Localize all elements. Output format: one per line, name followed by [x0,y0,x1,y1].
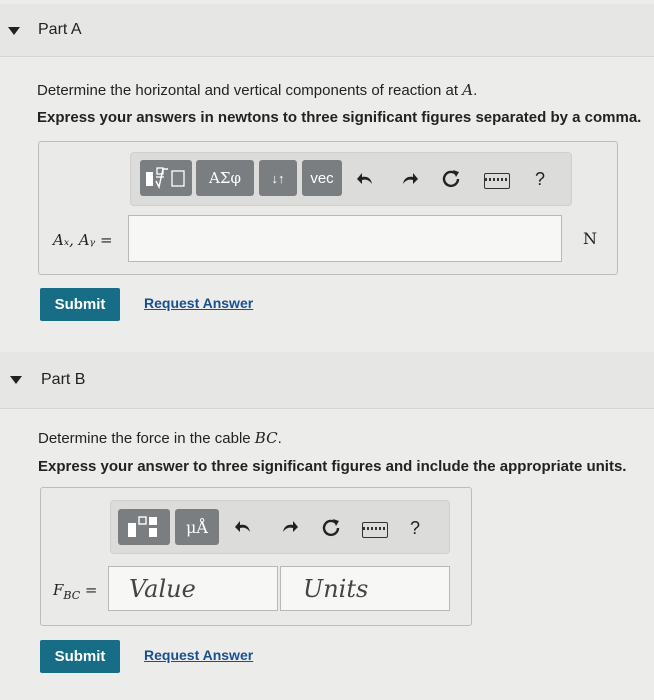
undo-icon[interactable] [233,516,255,538]
template-button[interactable] [140,160,192,196]
part-a-input-label: Aₓ, Aᵧ = [53,231,113,249]
greek-symbols-button[interactable]: ΑΣφ [196,160,254,196]
force-subscript: BC [63,589,81,602]
subscript-superscript-button[interactable]: ↓↑ [259,160,297,196]
part-a-question-text: Determine the horizontal and vertical components of reaction at [37,82,463,99]
help-button[interactable]: ? [535,169,546,189]
value-input[interactable] [108,566,278,611]
units-input[interactable] [280,566,450,611]
part-b-request-answer-link[interactable]: Request Answer [144,647,254,663]
redo-icon[interactable] [278,516,300,538]
help-button[interactable]: ? [410,518,421,538]
part-b-title[interactable]: Part B [41,371,86,388]
part-b-instruction: Express your answer to three significant figures and include the appropriate units. [38,458,627,475]
fraction-template-icon [125,514,163,540]
part-a-instruction: Express your answers in newtons to three significant figures separated by a comma. [37,109,642,126]
part-a-question [37,81,477,99]
redo-icon[interactable] [398,168,420,190]
part-b-input-label [53,581,97,602]
part-b-submit-button[interactable]: Submit [40,640,120,673]
part-b-collapse-icon[interactable] [10,376,22,384]
keyboard-icon[interactable] [362,522,388,538]
part-b-cable-label: BC [254,429,278,447]
reset-icon[interactable] [440,167,462,189]
part-a-question-end: . [473,82,478,99]
part-a-answer-input[interactable] [128,215,562,262]
keyboard-icon[interactable] [484,173,510,189]
reset-icon[interactable] [320,516,342,538]
undo-icon[interactable] [355,168,377,190]
part-b-header[interactable] [0,352,654,409]
vec-button[interactable]: vec [302,160,342,196]
units-symbols-button[interactable]: μÅ [175,509,219,545]
units-placeholder: Units [303,574,369,603]
part-a-collapse-icon[interactable] [8,27,20,35]
part-a-header[interactable] [0,4,654,57]
force-symbol: F [53,581,64,599]
part-a-request-answer-link[interactable]: Request Answer [144,295,254,311]
value-placeholder: Value [129,574,196,603]
part-b-question [38,429,282,447]
part-a-unit-label: N [583,229,597,248]
fraction-sqrt-icon [144,166,188,190]
template-button[interactable] [118,509,170,545]
part-a-title[interactable]: Part A [38,21,82,38]
part-a-point-label: A [462,81,474,99]
part-a-submit-button[interactable]: Submit [40,288,120,321]
part-b-question-end: . [277,430,282,447]
equals-sign: = [80,581,98,599]
part-b-question-text: Determine the force in the cable [38,430,255,447]
